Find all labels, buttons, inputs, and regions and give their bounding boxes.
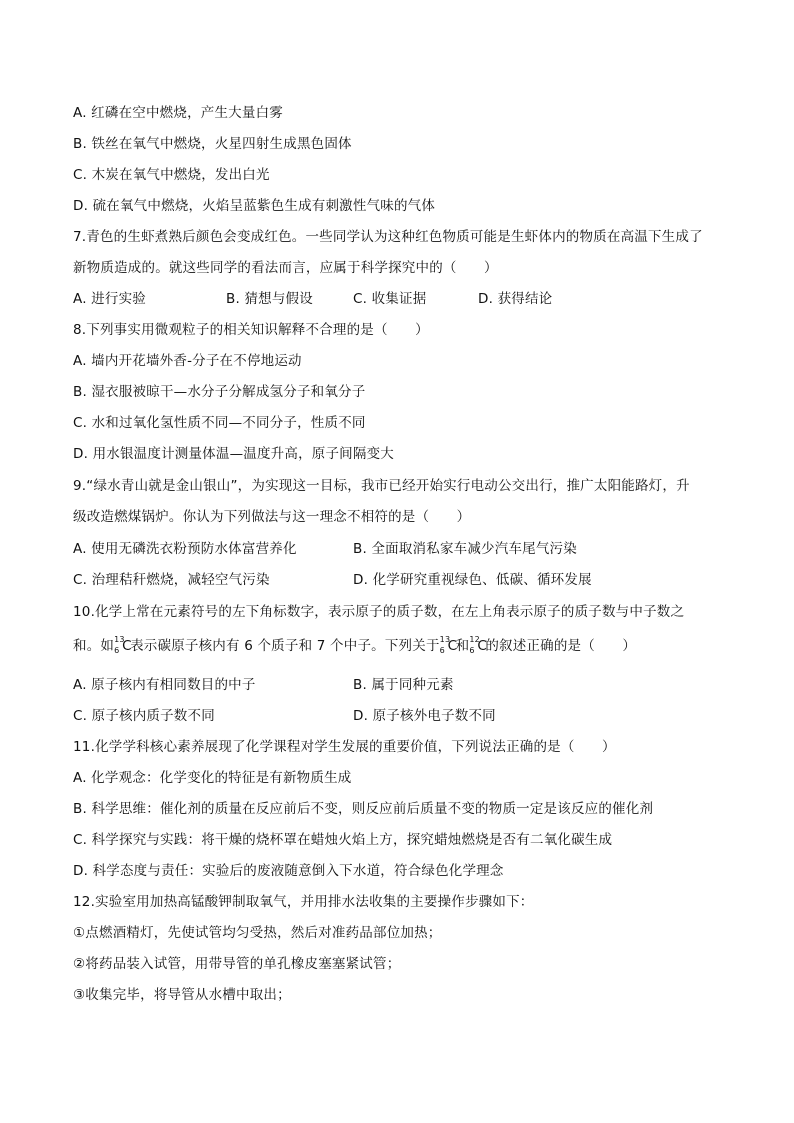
c12-atomic-number: 6	[469, 646, 475, 655]
q11-stem: 11.化学学科核心素养展现了化学课程对学生发展的重要价值，下列说法正确的是（ ）	[73, 739, 616, 755]
q11-option-d: D. 科学态度与责任：实验后的废液随意倒入下水道，符合绿色化学理念	[73, 863, 504, 879]
q7-option-a: A. 进行实验	[73, 291, 146, 307]
q11-option-a: A. 化学观念：化学变化的特征是有新物质生成	[73, 770, 352, 786]
q8-option-d: D. 用水银温度计测量体温—温度升高，原子间隔变大	[73, 446, 394, 462]
carbon-13-notation	[114, 637, 130, 655]
q10-stem-line1: 10.化学上常在元素符号的左下角标数字，表示原子的质子数，在左上角表示原子的质子数与中子数之	[73, 604, 685, 620]
q8-option-b: B. 湿衣服被晾干—水分子分解成氢分子和氧分子	[73, 384, 366, 400]
q10-option-b: B. 属于同种元素	[353, 677, 454, 693]
q7-option-d: D. 获得结论	[478, 291, 553, 307]
q10-stem-line2	[73, 637, 636, 655]
q6-option-c: C. 木炭在氧气中燃烧，发出白光	[73, 167, 270, 183]
q9-stem-line1: 9.“绿水青山就是金山银山”，为实现这一目标，我市已经开始实行电动公交出行，推广太阳能路灯，升	[73, 478, 690, 494]
q8-option-a: A. 墙内开花墙外香-分子在不停地运动	[73, 353, 302, 369]
c12-symbol: C	[477, 638, 487, 654]
q7-option-c: C. 收集证据	[353, 291, 427, 307]
q12-step-2: ②将药品装入试管，用带导管的单孔橡皮塞塞紧试管；	[73, 956, 401, 972]
q10-option-a: A. 原子核内有相同数目的中子	[73, 677, 256, 693]
q6-option-a: A. 红磷在空中燃烧，产生大量白雾	[73, 105, 283, 121]
q10-text-part1: 和。如	[73, 638, 115, 654]
q8-stem: 8.下列事实用微观粒子的相关知识解释不合理的是（ ）	[73, 322, 429, 338]
q9-option-d: D. 化学研究重视绿色、低碳、循环发展	[353, 572, 592, 588]
c13-mass-number: 13	[114, 635, 125, 644]
carbon-12-notation	[469, 637, 485, 655]
q6-option-b: B. 铁丝在氧气中燃烧，火星四射生成黑色固体	[73, 136, 352, 152]
q6-option-d: D. 硫在氧气中燃烧，火焰呈蓝紫色生成有刺激性气味的气体	[73, 198, 436, 214]
q8-option-c: C. 水和过氧化氢性质不同—不同分子，性质不同	[73, 415, 366, 431]
q10-text-part3: 和	[455, 638, 470, 654]
q10-option-c: C. 原子核内质子数不同	[73, 708, 215, 724]
carbon-13-notation-2	[440, 637, 456, 655]
q12-step-1: ①点燃酒精灯，先使试管均匀受热，然后对准药品部位加热；	[73, 925, 442, 941]
q7-stem-line2: 新物质造成的。就这些同学的看法而言，应属于科学探究中的（ ）	[73, 260, 498, 276]
c13-symbol: C	[122, 638, 132, 654]
c13-atomic-number: 6	[114, 646, 120, 655]
q11-option-b: B. 科学思维：催化剂的质量在反应前后不变，则反应前后质量不变的物质一定是该反应的催化剂	[73, 801, 654, 817]
q11-option-c: C. 科学探究与实践：将干燥的烧杯罩在蜡烛火焰上方，探究蜡烛燃烧是否有二氧化碳生成	[73, 832, 613, 848]
c13-atomic-number-2: 6	[439, 646, 445, 655]
c13-mass-number-2: 13	[439, 635, 451, 644]
q9-stem-line2: 级改造燃煤锅炉。你认为下列做法与这一理念不相符的是（ ）	[73, 509, 471, 525]
q9-option-a: A. 使用无磷洗衣粉预防水体富营养化	[73, 541, 297, 557]
q12-step-3: ③收集完毕，将导管从水槽中取出；	[73, 987, 291, 1003]
c12-mass-number: 12	[469, 635, 480, 644]
q9-option-b: B. 全面取消私家车减少汽车尾气污染	[353, 541, 577, 557]
c13-symbol-2: C	[447, 638, 458, 654]
q10-text-part4: 的叙述正确的是（ ）	[485, 638, 637, 654]
q10-option-d: D. 原子核外电子数不同	[353, 708, 496, 724]
q7-stem-line1: 7.青色的生虾煮熟后颜色会变成红色。一些同学认为这种红色物质可能是生虾体内的物质在高温下生成了	[73, 229, 703, 245]
q12-stem: 12.实验室用加热高锰酸钾制取氧气，并用排水法收集的主要操作步骤如下：	[73, 894, 534, 910]
q10-text-part2: 表示碳原子核内有 6 个质子和 7 个中子。下列关于	[130, 638, 440, 654]
q9-option-c: C. 治理秸秆燃烧，减轻空气污染	[73, 572, 270, 588]
q7-option-b: B. 猜想与假设	[226, 291, 313, 307]
